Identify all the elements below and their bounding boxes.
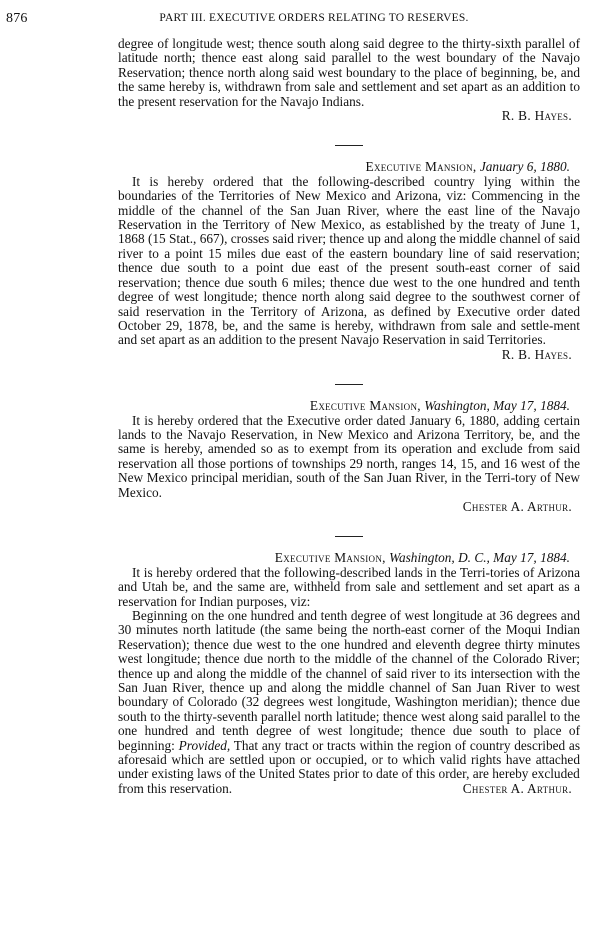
signature: R. B. Hayes.	[501, 108, 572, 124]
section-divider	[335, 384, 363, 385]
heading-date: Washington, May 17, 1884.	[424, 398, 570, 414]
order-heading	[118, 551, 580, 565]
heading-date: January 6, 1880.	[479, 159, 570, 175]
proviso-text: That any tract or tracts within the region of country described as aforesaid which are settled upon or occupied, or to which valid rights have attached under existing laws of the United States prior to date of this order, are hereby excluded	[118, 737, 580, 782]
order-paragraph-boundaries	[118, 609, 580, 782]
section-divider	[335, 536, 363, 537]
page-header	[6, 11, 592, 27]
boundaries-text: Beginning on the one hundred and tenth degree of west longitude at 36 degrees and 30 minutes north latitude (the same being the north-east corner of the Moqui Indian Reservation); thence due west to the one hundred and eleventh degree thirty minutes west longitude; thence due north to the middle of the channel of the Colorado River; thence up and along the middle of the channel of said river to its intersection with the San Juan River, thence up and along the middle channel of San Juan River to west boundary of Colorado (32 degrees west longitude, Washington meridian); thence due south to the thirty-seventh parallel north latitude; thence west along said parallel to the one hundred and tenth degree of west longitude; thence due south to place of beginning:	[118, 608, 580, 753]
provided-keyword: Provided,	[178, 737, 231, 753]
order-paragraph: It is hereby ordered that the following-described country lying within the boundaries of the Territories of New Mexico and Arizona, viz: Commencing in the middle of the channel of the San Juan River, where the east line of the Navajo Reservation in the Territory of New Mexico, as established by the treaty of June 1, 1868 (15 Stat., 667), crosses said river; thence up and along the middle channel of said river to a point 15 miles due east of the eastern boundary line of said reservation; thence due south to a point due east of the present south-east corner of said reservation; thence due south 6 miles; thence due west to the one hundred and tenth degree of west longitude; thence north along said degree to the southwest corner of said reservation in the Territory of Arizona, as defined by Executive order dated October 29, 1878, be, and the same is hereby, withdrawn from sale and settle-ment and set apart as an addition to the present Navajo Reservation in said Territories.	[118, 173, 580, 348]
final-line	[118, 782, 580, 796]
heading-mansion: Executive Mansion,	[309, 398, 421, 414]
signature: R. B. Hayes.	[501, 346, 572, 362]
signature: Chester A. Arthur.	[462, 780, 572, 796]
heading-mansion: Executive Mansion,	[365, 159, 477, 175]
order-paragraph: degree of longitude west; thence south along said degree to the thirty-sixth parallel of latitude north; thence east along said parallel to the west boundary of the Navajo Reservation; thence north along said west boundary to the place of beginning, be, and the same hereby is, withdrawn from sale and settlement and set apart as an addition to the present reservation for the Navajo Indians.	[118, 36, 580, 109]
order-1884-reservation	[118, 551, 580, 796]
section-divider	[335, 145, 363, 146]
heading-date: Washington, D. C., May 17, 1884.	[389, 550, 570, 566]
document-body	[118, 37, 580, 796]
heading-mansion: Executive Mansion,	[274, 550, 386, 566]
order-heading	[118, 399, 580, 413]
signature: Chester A. Arthur.	[462, 498, 572, 514]
order-heading	[118, 160, 580, 174]
running-title: PART III. EXECUTIVE ORDERS RELATING TO RESERVES.	[159, 12, 469, 24]
order-1884-amendment	[118, 399, 580, 514]
order-1880	[118, 160, 580, 362]
order-continuation	[118, 37, 580, 123]
page-number: 876	[6, 11, 28, 26]
final-line-text: from this reservation.	[118, 780, 233, 796]
order-paragraph: It is hereby ordered that the following-described lands in the Terri-tories of Arizona and Utah be, and the same are, withheld from sale and settlement and set apart as a reservation for Indian purposes, viz:	[118, 564, 580, 609]
order-paragraph: It is hereby ordered that the Executive order dated January 6, 1880, adding certain lands to the Navajo Reservation, in New Mexico and Arizona Territory, be, and the same is hereby, amended so as to exempt from its operation and exclude from said reservation all those portions of townships 29 north, ranges 14, 15, and 16 west of the New Mexico principal meridian, south of the San Juan River, in the Terri-tory of New Mexico.	[118, 412, 580, 500]
